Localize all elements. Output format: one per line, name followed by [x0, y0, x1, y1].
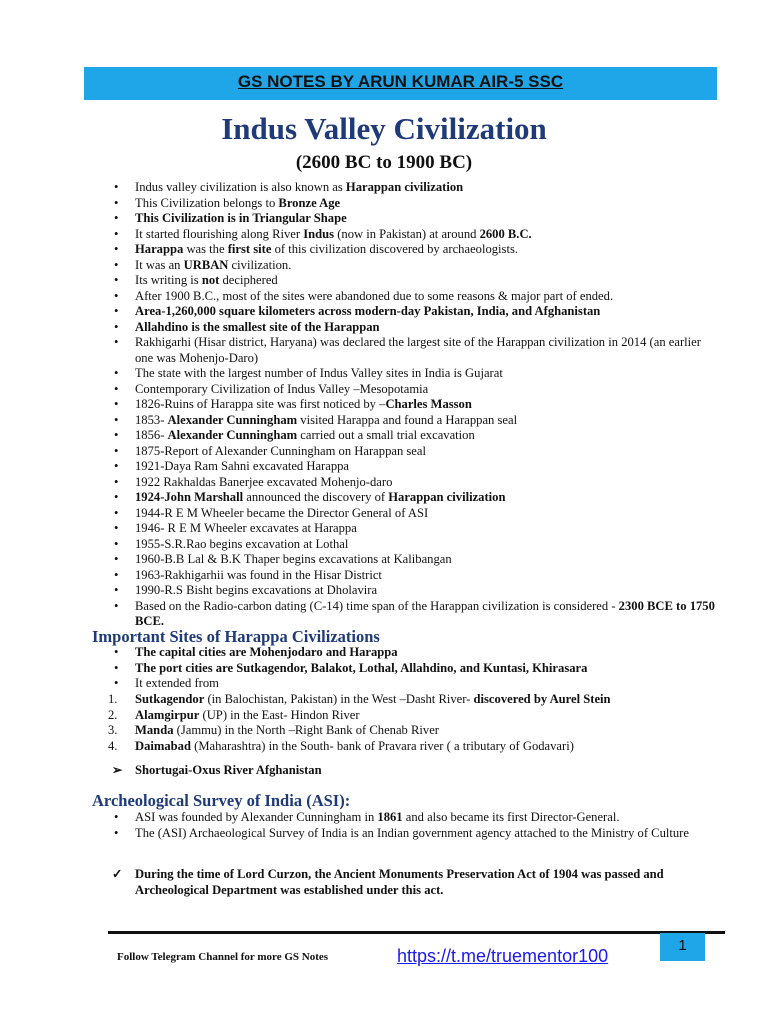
item-text: 1921-Daya Ram Sahni excavated Harappa [135, 459, 350, 473]
list-item [108, 428, 718, 444]
bold-text: Harappan civilization [345, 180, 464, 194]
item-text: (Jammu) in the North –Right Bank of Chenab River [173, 723, 439, 737]
bullet-icon: • [114, 242, 119, 256]
bullet-icon: • [114, 505, 119, 520]
item-text: This Civilization belongs to [135, 195, 279, 210]
bullet-icon: • [114, 288, 119, 303]
bullet-icon: • [114, 226, 119, 241]
item-text: 1875-Report of Alexander Cunningham on Harappan seal [135, 443, 426, 458]
footer-divider [108, 931, 725, 934]
bullet-icon: • [114, 552, 119, 566]
bullet-icon: • [114, 412, 119, 427]
telegram-link[interactable]: https://t.me/truementor100 [397, 946, 609, 966]
item-number: 4. [108, 738, 118, 753]
check-item [112, 867, 722, 898]
item-text: 1922 Rakhaldas Banerjee excavated Mohenjo-daro [135, 474, 393, 489]
item-text: (now in Pakistan) at around [334, 226, 480, 241]
item-number: 3. [108, 723, 118, 737]
bold-text: first site [227, 242, 272, 256]
bold-text: 1861 [377, 810, 403, 824]
list-item [108, 366, 718, 382]
item-text: 1826-Ruins of Harappa site was first noticed by – [135, 397, 386, 411]
footer-telegram-text: Follow Telegram Channel for more GS Notes [117, 951, 329, 963]
bullet-icon: • [114, 536, 119, 551]
list-item [108, 661, 718, 677]
list-item [108, 273, 718, 289]
bullet-icon: • [114, 645, 119, 659]
list-item [108, 521, 718, 537]
bullet-list-asi [108, 810, 718, 841]
bold-text: Manda [135, 723, 174, 737]
bullet-icon: • [114, 583, 119, 597]
bold-text: Alexander Cunningham [167, 412, 298, 427]
bold-text: Daimabad [135, 738, 191, 753]
arrow-item [112, 763, 322, 779]
bullet-icon: • [114, 660, 119, 675]
item-text: Rakhigarhi (Hisar district, Haryana) was declared the largest site of the Harappan civilization in 2014 (an earlier one was Mohenjo-Daro) [135, 335, 701, 365]
bullet-icon: • [114, 335, 119, 349]
page-number: 1 [660, 933, 705, 961]
item-text: Its writing is [135, 273, 202, 287]
bullet-list-sites [108, 645, 718, 692]
bold-text: Charles Masson [385, 397, 472, 411]
bullet-icon: • [114, 567, 119, 582]
item-text: The (ASI) Archaeological Survey of India is an Indian government agency attached to the Ministry of Culture [135, 825, 689, 840]
bold-text: The port cities are Sutkagendor, Balakot, Lothal, Allahdino, and Kuntasi, Khirasara [135, 660, 588, 675]
item-text: announced the discovery of [243, 490, 389, 504]
item-text: 1960-B.B Lal & B.K Thaper begins excavations at Kalibangan [135, 552, 452, 566]
bold-text: The capital cities are Mohenjodaro and Harappa [135, 645, 398, 659]
list-item [108, 708, 718, 724]
list-item [108, 320, 718, 336]
list-item [108, 258, 718, 274]
item-text: of this civilization discovered by archaeologists. [271, 242, 518, 256]
curzon-text: During the time of Lord Curzon, the Ancient Monuments Preservation Act of 1904 was passed and Archeological Department was established under this act. [135, 867, 664, 897]
numbered-list-sites [108, 692, 718, 754]
list-item [108, 568, 718, 584]
bullet-icon: • [114, 810, 119, 824]
bullet-icon: • [114, 195, 119, 210]
asi-heading: Archeological Survey of India (ASI): [92, 791, 351, 810]
list-item [108, 599, 718, 630]
list-item [108, 397, 718, 413]
list-item [108, 289, 718, 305]
list-item [108, 826, 718, 842]
list-item [108, 413, 718, 429]
item-text: 1946- R E M Wheeler excavates at Harappa [135, 521, 357, 535]
list-item [108, 506, 718, 522]
item-text: carried out a small trial excavation [297, 428, 475, 442]
header-banner [84, 67, 717, 100]
item-text: 1853- [135, 412, 168, 427]
bullet-icon: • [114, 211, 119, 225]
bold-text: This Civilization is in Triangular Shape [135, 211, 347, 225]
page-subtitle: (2600 BC to 1900 BC) [295, 152, 473, 173]
list-item [108, 537, 718, 553]
bullet-icon: • [114, 381, 119, 396]
item-number: 1. [108, 692, 118, 706]
list-item [108, 490, 718, 506]
list-item [108, 739, 718, 755]
bold-text: Allahdino is the smallest site of the Harappan [135, 319, 380, 334]
bullet-icon: • [114, 273, 119, 287]
bold-text: Area-1,260,000 square kilometers across modern-day Pakistan, India, and Afghanistan [135, 304, 601, 318]
bold-text: 2300 BCE to 1750 BCE. [135, 598, 715, 628]
bullet-icon: • [114, 521, 119, 535]
bullet-icon: • [114, 319, 119, 334]
bold-text: discovered by Aurel Stein [473, 692, 611, 706]
item-text: 1963-Rakhigarhii was found in the Hisar District [135, 567, 382, 582]
list-item [108, 692, 718, 708]
list-item [108, 211, 718, 227]
bullet-icon: • [114, 474, 119, 489]
bold-text: Alexander Cunningham [167, 428, 298, 442]
list-item [108, 444, 718, 460]
item-text: (in Balochistan, Pakistan) in the West –Dasht River- [204, 692, 474, 706]
bullet-icon: • [114, 180, 119, 194]
list-item [108, 676, 718, 692]
list-item [108, 196, 718, 212]
sites-heading: Important Sites of Harappa Civilizations [92, 627, 380, 646]
item-text: civilization. [228, 257, 292, 272]
list-item [108, 382, 718, 398]
list-item [108, 645, 718, 661]
bold-text: 1924-John Marshall [135, 490, 244, 504]
item-text: deciphered [219, 273, 278, 287]
item-text: (Maharashtra) in the South- bank of Pravara river ( a tributary of Godavari) [190, 738, 574, 753]
item-text: Contemporary Civilization of Indus Valley –Mesopotamia [135, 381, 429, 396]
list-item [108, 242, 718, 258]
bullet-icon: • [114, 366, 119, 380]
item-text: ASI was founded by Alexander Cunningham in [135, 810, 378, 824]
item-text: was the [183, 242, 228, 256]
bold-text: Alamgirpur [135, 707, 200, 722]
item-text: After 1900 B.C., most of the sites were abandoned due to some reasons & major part of ended. [135, 288, 614, 303]
bold-text: Bronze Age [278, 195, 341, 210]
list-item [108, 475, 718, 491]
list-item [108, 459, 718, 475]
bullet-icon: • [114, 304, 119, 318]
item-text: and also became its first Director-General. [402, 810, 620, 824]
bold-text: 2600 B.C. [479, 226, 532, 241]
list-item [108, 180, 718, 196]
item-number: 2. [108, 707, 118, 722]
item-text: Based on the Radio-carbon dating (C-14) time span of the Harappan civilization is considered - [135, 598, 619, 613]
list-item [108, 583, 718, 599]
item-text: The state with the largest number of Indus Valley sites in India is Gujarat [135, 366, 503, 380]
arrow-icon: ➢ [112, 763, 123, 777]
item-text: It was an [135, 257, 184, 272]
bold-text: Indus [303, 226, 335, 241]
bullet-icon: • [114, 676, 119, 690]
bold-text: Harappan civilization [388, 490, 506, 504]
bold-text: not [201, 273, 220, 287]
item-text: Indus valley civilization is also known as [135, 180, 346, 194]
list-item [108, 304, 718, 320]
list-item [108, 227, 718, 243]
item-text: 1944-R E M Wheeler became the Director General of ASI [135, 505, 429, 520]
item-text: It started flourishing along River [135, 226, 304, 241]
bullet-icon: • [114, 397, 119, 411]
list-item [108, 552, 718, 568]
banner-title: GS NOTES BY ARUN KUMAR AIR-5 SSC [237, 72, 564, 91]
item-text: 1955-S.R.Rao begins excavation at Lothal [135, 536, 349, 551]
bullet-icon: • [114, 490, 119, 504]
bullet-icon: • [114, 459, 119, 473]
item-text: visited Harappa and found a Harappan seal [297, 412, 518, 427]
bullet-icon: • [114, 428, 119, 442]
bullet-icon: • [114, 443, 119, 458]
bullet-icon: • [114, 825, 119, 840]
item-text: 1856- [135, 428, 168, 442]
list-item [108, 723, 718, 739]
item-text: (UP) in the East- Hindon River [199, 707, 360, 722]
shortugai-text: Shortugai-Oxus River Afghanistan [135, 763, 322, 777]
list-item [108, 810, 718, 826]
list-item [108, 335, 718, 366]
bullet-icon: • [114, 257, 119, 272]
check-icon: ✓ [112, 867, 123, 881]
page-title: Indus Valley Civilization [221, 111, 547, 146]
item-text: It extended from [135, 676, 219, 690]
bullet-icon: • [114, 598, 119, 613]
bold-text: Sutkagendor [135, 692, 205, 706]
item-text: 1990-R.S Bisht begins excavations at Dholavira [135, 583, 378, 597]
bold-text: Harappa [135, 242, 184, 256]
bold-text: URBAN [183, 257, 229, 272]
bullet-list-main [108, 180, 718, 630]
